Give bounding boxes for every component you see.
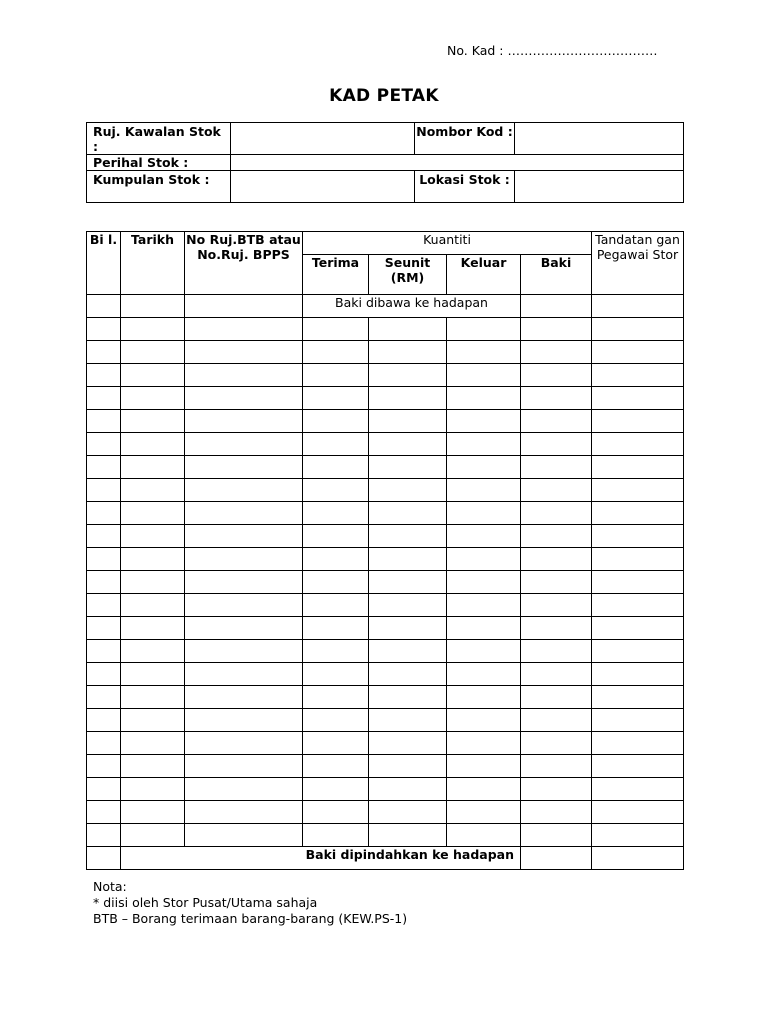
table-cell[interactable]: [87, 341, 121, 364]
table-cell[interactable]: [521, 801, 592, 824]
nombor-kod-label: Nombor Kod :: [415, 123, 515, 155]
table-cell[interactable]: [369, 502, 447, 525]
table-cell[interactable]: [447, 686, 521, 709]
table-cell[interactable]: [521, 318, 592, 341]
table-cell[interactable]: [447, 387, 521, 410]
table-cell[interactable]: [521, 617, 592, 640]
table-cell[interactable]: [447, 433, 521, 456]
table-cell[interactable]: [521, 364, 592, 387]
table-cell[interactable]: [592, 732, 684, 755]
table-cell[interactable]: [303, 318, 369, 341]
table-cell[interactable]: [121, 778, 185, 801]
table-cell[interactable]: [121, 640, 185, 663]
table-cell[interactable]: [87, 640, 121, 663]
table-cell[interactable]: [87, 525, 121, 548]
table-cell[interactable]: [87, 433, 121, 456]
table-cell[interactable]: [369, 479, 447, 502]
table-cell[interactable]: [121, 295, 185, 318]
notes-line-2: BTB – Borang terimaan barang-barang (KEW.PS-1): [93, 911, 408, 926]
table-cell[interactable]: [87, 801, 121, 824]
table-cell[interactable]: [592, 364, 684, 387]
table-cell[interactable]: [185, 548, 303, 571]
table-cell[interactable]: [521, 295, 592, 318]
table-cell[interactable]: [303, 709, 369, 732]
table-cell[interactable]: [87, 479, 121, 502]
table-row: [87, 709, 684, 732]
table-cell[interactable]: [592, 686, 684, 709]
table-cell[interactable]: [185, 502, 303, 525]
table-cell[interactable]: [521, 341, 592, 364]
table-cell[interactable]: [447, 824, 521, 847]
table-cell[interactable]: [185, 341, 303, 364]
table-cell[interactable]: [369, 709, 447, 732]
table-cell[interactable]: [521, 502, 592, 525]
table-cell[interactable]: [87, 824, 121, 847]
table-cell[interactable]: [369, 387, 447, 410]
lokasi-stok-label: Lokasi Stok :: [415, 171, 515, 203]
table-cell[interactable]: [185, 525, 303, 548]
table-row: [87, 318, 684, 341]
page-title: KAD PETAK: [329, 86, 439, 106]
table-cell[interactable]: [303, 502, 369, 525]
table-cell[interactable]: [521, 456, 592, 479]
col-keluar-header: Keluar: [447, 255, 521, 295]
table-cell[interactable]: [185, 433, 303, 456]
table-cell[interactable]: [521, 847, 592, 870]
table-cell[interactable]: [447, 755, 521, 778]
table-cell[interactable]: [521, 709, 592, 732]
table-cell[interactable]: [369, 548, 447, 571]
table-cell[interactable]: [121, 410, 185, 433]
table-cell[interactable]: [185, 479, 303, 502]
table-row: [87, 663, 684, 686]
col-noruj-header: No Ruj.BTB atau No.Ruj. BPPS: [185, 232, 303, 295]
table-cell[interactable]: [121, 548, 185, 571]
table-cell[interactable]: [447, 801, 521, 824]
col-kuantiti-header: Kuantiti: [303, 232, 592, 255]
table-cell[interactable]: [447, 778, 521, 801]
table-cell[interactable]: [121, 755, 185, 778]
carry-over-label: Baki dipindahkan ke hadapan: [121, 847, 521, 870]
col-baki-header: Baki: [521, 255, 592, 295]
table-cell[interactable]: [369, 801, 447, 824]
table-cell[interactable]: [185, 456, 303, 479]
table-cell[interactable]: [303, 732, 369, 755]
table-cell[interactable]: [121, 433, 185, 456]
table-cell[interactable]: [369, 318, 447, 341]
carry-forward-label: Baki dibawa ke hadapan: [303, 295, 521, 318]
table-cell[interactable]: [87, 502, 121, 525]
table-cell[interactable]: [592, 548, 684, 571]
table-cell[interactable]: [447, 663, 521, 686]
notes-line-1: * diisi oleh Stor Pusat/Utama sahaja: [93, 895, 318, 910]
table-cell[interactable]: [369, 364, 447, 387]
table-cell[interactable]: [369, 617, 447, 640]
ledger-table: [86, 231, 684, 870]
table-cell[interactable]: [369, 525, 447, 548]
table-cell[interactable]: [521, 571, 592, 594]
table-cell[interactable]: [447, 548, 521, 571]
table-cell[interactable]: [592, 341, 684, 364]
table-cell[interactable]: [303, 824, 369, 847]
col-bil-header: Bi l.: [87, 232, 121, 295]
kumpulan-stok-label: Kumpulan Stok :: [87, 171, 231, 203]
table-cell[interactable]: [447, 502, 521, 525]
table-cell[interactable]: [521, 732, 592, 755]
table-cell[interactable]: [185, 617, 303, 640]
table-cell[interactable]: [303, 755, 369, 778]
ruj-kawalan-field[interactable]: [231, 123, 415, 155]
table-cell[interactable]: [185, 663, 303, 686]
table-cell[interactable]: [592, 571, 684, 594]
table-cell[interactable]: [592, 502, 684, 525]
table-cell[interactable]: [185, 410, 303, 433]
table-cell[interactable]: [121, 456, 185, 479]
table-row: [87, 594, 684, 617]
carry-over-row: [87, 847, 684, 870]
table-cell[interactable]: [121, 479, 185, 502]
kumpulan-stok-field[interactable]: [231, 171, 415, 203]
table-cell[interactable]: [369, 594, 447, 617]
table-cell[interactable]: [521, 548, 592, 571]
table-cell[interactable]: [185, 824, 303, 847]
table-cell[interactable]: [185, 732, 303, 755]
table-row: [87, 640, 684, 663]
table-cell[interactable]: [521, 387, 592, 410]
table-cell[interactable]: [87, 778, 121, 801]
table-cell[interactable]: [185, 709, 303, 732]
table-cell[interactable]: [369, 686, 447, 709]
table-cell[interactable]: [121, 617, 185, 640]
table-cell[interactable]: [592, 824, 684, 847]
table-cell[interactable]: [592, 410, 684, 433]
table-cell[interactable]: [185, 801, 303, 824]
table-cell[interactable]: [121, 594, 185, 617]
table-cell[interactable]: [447, 617, 521, 640]
table-row: [87, 341, 684, 364]
table-row: [87, 686, 684, 709]
table-cell[interactable]: [87, 847, 121, 870]
nombor-kod-field[interactable]: [515, 123, 684, 155]
stock-info-table: [86, 122, 684, 203]
perihal-stok-label: Perihal Stok :: [87, 155, 231, 171]
table-row: [87, 824, 684, 847]
table-cell[interactable]: [87, 548, 121, 571]
table-row: [87, 801, 684, 824]
table-cell[interactable]: [521, 479, 592, 502]
table-cell[interactable]: [185, 778, 303, 801]
table-cell[interactable]: [369, 732, 447, 755]
table-cell[interactable]: [87, 318, 121, 341]
table-cell[interactable]: [592, 456, 684, 479]
table-cell[interactable]: [592, 617, 684, 640]
table-cell[interactable]: [447, 594, 521, 617]
table-cell[interactable]: [303, 617, 369, 640]
table-cell[interactable]: [592, 640, 684, 663]
table-cell[interactable]: [447, 732, 521, 755]
table-cell[interactable]: [369, 755, 447, 778]
table-cell[interactable]: [303, 479, 369, 502]
table-row: [87, 732, 684, 755]
table-cell[interactable]: [303, 594, 369, 617]
table-cell[interactable]: [185, 594, 303, 617]
ruj-kawalan-label: Ruj. Kawalan Stok :: [87, 123, 231, 155]
table-cell[interactable]: [521, 433, 592, 456]
table-cell[interactable]: [303, 433, 369, 456]
table-cell[interactable]: [121, 502, 185, 525]
table-cell[interactable]: [87, 410, 121, 433]
table-cell[interactable]: [447, 364, 521, 387]
table-cell[interactable]: [121, 364, 185, 387]
col-terima-header: Terima: [303, 255, 369, 295]
table-cell[interactable]: [121, 387, 185, 410]
table-cell[interactable]: [447, 318, 521, 341]
table-row: [87, 387, 684, 410]
table-cell[interactable]: [447, 525, 521, 548]
table-cell[interactable]: [592, 318, 684, 341]
table-cell[interactable]: [369, 410, 447, 433]
table-cell[interactable]: [185, 295, 303, 318]
table-cell[interactable]: [303, 571, 369, 594]
table-cell[interactable]: [185, 755, 303, 778]
card-number-label: No. Kad : ………………………………: [447, 43, 658, 58]
table-cell[interactable]: [87, 663, 121, 686]
lokasi-stok-field[interactable]: [515, 171, 684, 203]
table-row: [87, 502, 684, 525]
table-cell[interactable]: [447, 640, 521, 663]
table-cell[interactable]: [87, 295, 121, 318]
table-cell[interactable]: [303, 387, 369, 410]
table-row: [87, 479, 684, 502]
table-cell[interactable]: [121, 801, 185, 824]
table-cell[interactable]: [592, 755, 684, 778]
table-cell[interactable]: [521, 594, 592, 617]
table-cell[interactable]: [369, 433, 447, 456]
table-cell[interactable]: [87, 364, 121, 387]
table-cell[interactable]: [121, 686, 185, 709]
table-cell[interactable]: [87, 732, 121, 755]
table-cell[interactable]: [185, 387, 303, 410]
table-cell[interactable]: [87, 709, 121, 732]
table-cell[interactable]: [592, 479, 684, 502]
table-cell[interactable]: [592, 295, 684, 318]
table-cell[interactable]: [121, 824, 185, 847]
table-cell[interactable]: [303, 456, 369, 479]
table-row: [87, 456, 684, 479]
table-cell[interactable]: [592, 663, 684, 686]
perihal-stok-field[interactable]: [231, 155, 684, 171]
table-cell[interactable]: [592, 525, 684, 548]
table-cell[interactable]: [121, 341, 185, 364]
table-cell[interactable]: [447, 410, 521, 433]
table-cell[interactable]: [369, 778, 447, 801]
table-row: [87, 525, 684, 548]
table-row: [87, 571, 684, 594]
table-cell[interactable]: [185, 364, 303, 387]
table-cell[interactable]: [185, 318, 303, 341]
table-cell[interactable]: [303, 548, 369, 571]
table-row: [87, 410, 684, 433]
table-cell[interactable]: [121, 525, 185, 548]
table-cell[interactable]: [521, 778, 592, 801]
table-row: [87, 755, 684, 778]
table-cell[interactable]: [369, 640, 447, 663]
table-cell[interactable]: [87, 387, 121, 410]
col-tandatangan-header: Tandatan gan Pegawai Stor: [592, 232, 684, 295]
notes-heading: Nota:: [93, 879, 127, 894]
table-cell[interactable]: [521, 824, 592, 847]
table-cell[interactable]: [369, 341, 447, 364]
table-cell[interactable]: [447, 709, 521, 732]
table-cell[interactable]: [521, 640, 592, 663]
table-cell[interactable]: [87, 617, 121, 640]
table-cell[interactable]: [121, 663, 185, 686]
notes-block: [93, 879, 407, 927]
table-cell[interactable]: [447, 456, 521, 479]
table-cell[interactable]: [185, 686, 303, 709]
table-cell[interactable]: [303, 525, 369, 548]
carry-forward-row: [87, 295, 684, 318]
table-cell[interactable]: [87, 594, 121, 617]
table-cell[interactable]: [121, 318, 185, 341]
table-cell[interactable]: [521, 663, 592, 686]
table-cell[interactable]: [592, 594, 684, 617]
table-cell[interactable]: [87, 686, 121, 709]
table-cell[interactable]: [303, 640, 369, 663]
table-cell[interactable]: [521, 755, 592, 778]
table-cell[interactable]: [447, 341, 521, 364]
table-cell[interactable]: [303, 410, 369, 433]
table-row: [87, 433, 684, 456]
table-cell[interactable]: [369, 824, 447, 847]
col-tarikh-header: Tarikh: [121, 232, 185, 295]
table-cell[interactable]: [521, 686, 592, 709]
table-cell[interactable]: [303, 364, 369, 387]
table-cell[interactable]: [87, 755, 121, 778]
table-cell[interactable]: [592, 801, 684, 824]
table-cell[interactable]: [303, 778, 369, 801]
table-cell[interactable]: [592, 847, 684, 870]
table-cell[interactable]: [369, 456, 447, 479]
table-cell[interactable]: [303, 801, 369, 824]
table-cell[interactable]: [592, 387, 684, 410]
table-cell[interactable]: [521, 410, 592, 433]
table-cell[interactable]: [303, 663, 369, 686]
table-cell[interactable]: [121, 709, 185, 732]
table-cell[interactable]: [592, 778, 684, 801]
table-cell[interactable]: [521, 525, 592, 548]
table-cell[interactable]: [185, 571, 303, 594]
table-cell[interactable]: [592, 709, 684, 732]
table-cell[interactable]: [447, 571, 521, 594]
table-cell[interactable]: [303, 341, 369, 364]
table-cell[interactable]: [592, 433, 684, 456]
table-cell[interactable]: [369, 663, 447, 686]
table-cell[interactable]: [369, 571, 447, 594]
table-cell[interactable]: [447, 479, 521, 502]
col-seunit-header: Seunit (RM): [369, 255, 447, 295]
table-cell[interactable]: [303, 686, 369, 709]
table-row: [87, 364, 684, 387]
table-cell[interactable]: [185, 640, 303, 663]
table-row: [87, 548, 684, 571]
table-cell[interactable]: [87, 456, 121, 479]
table-row: [87, 778, 684, 801]
table-cell[interactable]: [87, 571, 121, 594]
table-cell[interactable]: [121, 571, 185, 594]
table-cell[interactable]: [121, 732, 185, 755]
table-row: [87, 617, 684, 640]
